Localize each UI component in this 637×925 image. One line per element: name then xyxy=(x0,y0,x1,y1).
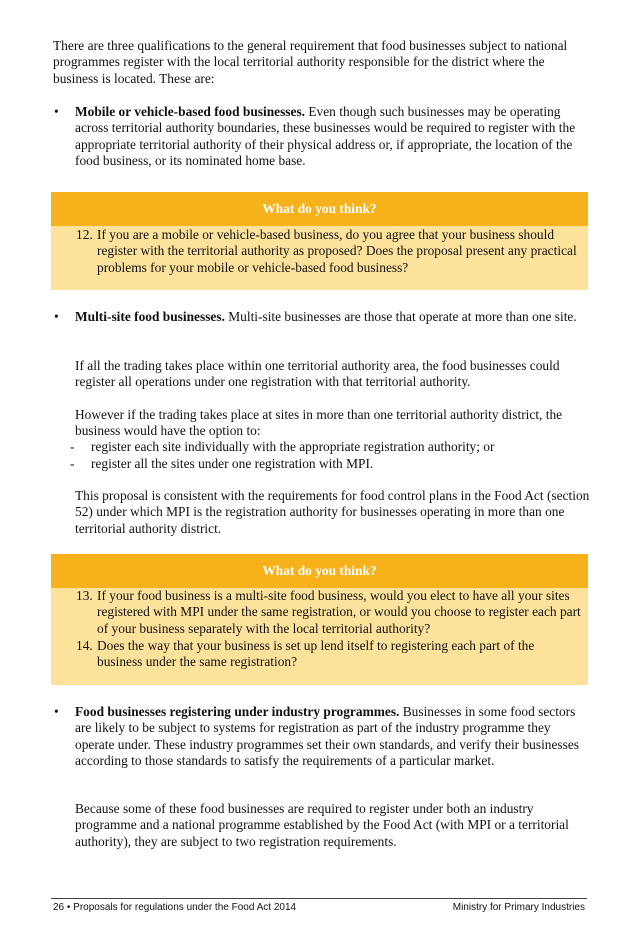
multi-site-paragraph-3: This proposal is consistent with the requirements for food control plans in the Food Act (section 52) under which MPI is the registration authority for businesses operating in more than one territorial authority district. xyxy=(75,488,590,536)
bullet-text: Even though such businesses may be operating across territorial authority boundaries, these businesses would be required to register with the appropriate territorial authority of their physical address or, if appropriate, the location of the food business, or its nominated home base. xyxy=(75,104,576,169)
bullet-title: Multi-site food businesses. xyxy=(75,309,225,324)
intro-paragraph: There are three qualifications to the general requirement that food businesses subject to national programmes register with the local territorial authority responsible for the district where the business is located. These are: xyxy=(53,38,568,86)
question-number: 13. xyxy=(76,588,93,603)
footer-divider xyxy=(51,898,587,899)
question-item xyxy=(76,638,581,671)
question-box-header: What do you think? xyxy=(51,554,588,588)
question-box-header: What do you think? xyxy=(51,192,588,226)
option-text: register all the sites under one registration with MPI. xyxy=(91,456,374,471)
question-text: If you are a mobile or vehicle-based business, do you agree that your business should register with the territorial authority as proposed? Does the proposal present any practical problems for your mobile or vehicle-based food business? xyxy=(97,227,577,275)
option-list-item xyxy=(70,456,590,472)
question-item xyxy=(76,588,581,637)
bullet-marker: • xyxy=(54,309,59,324)
question-box-body xyxy=(51,588,588,685)
industry-paragraph-1: Because some of these food businesses are required to register under both an industry programme and a national programme established by the Food Act (with MPI or a territorial authority), they are subject to two registration requirements. xyxy=(75,801,569,849)
bullet-title: Food businesses registering under industry programmes. xyxy=(75,704,400,719)
footer-organisation: Ministry for Primary Industries xyxy=(452,902,585,913)
bullet-text: Multi-site businesses are those that operate at more than one site. xyxy=(224,309,577,324)
question-text: If your food business is a multi-site food business, would you elect to have all your sites registered with MPI under the same registration, or would you choose to register each part of your business separately with the local territorial authority? xyxy=(97,588,581,636)
bullet-marker: • xyxy=(54,104,59,119)
option-text: register each site individually with the appropriate registration authority; or xyxy=(91,439,495,454)
footer-page-label: 26 • Proposals for regulations under the Food Act 2014 xyxy=(53,902,297,913)
option-list-item xyxy=(70,439,590,455)
question-item xyxy=(76,227,581,276)
question-number: 12. xyxy=(76,227,93,242)
multi-site-paragraph-2: However if the trading takes place at sites in more than one territorial authority district, the business would have the option to: xyxy=(75,407,563,439)
bullet-body xyxy=(75,309,591,325)
bullet-title: Mobile or vehicle-based food businesses. xyxy=(75,104,306,119)
question-number: 14. xyxy=(76,638,93,653)
dash-marker: - xyxy=(70,456,75,471)
bullet-text: Businesses in some food sectors are likely to be subject to systems for registration as part of the industry programme they operate under. These industry programmes set their own standards, and verify their businesses according to those standards to satisfy the requirements of a particular market. xyxy=(75,704,580,769)
bullet-industry-programmes xyxy=(53,704,593,770)
question-box-body xyxy=(51,226,588,290)
dash-marker: - xyxy=(70,439,75,454)
question-text: Does the way that your business is set up lend itself to registering each part of the business under the same registration? xyxy=(97,638,535,670)
bullet-body xyxy=(75,104,591,170)
bullet-mobile-businesses xyxy=(53,104,593,170)
bullet-body xyxy=(75,704,591,770)
bullet-marker: • xyxy=(54,704,59,719)
multi-site-paragraph-1: If all the trading takes place within one territorial authority area, the food businesses could register all operations under one registration with that territorial authority. xyxy=(75,358,560,390)
bullet-multi-site-businesses xyxy=(53,309,593,325)
